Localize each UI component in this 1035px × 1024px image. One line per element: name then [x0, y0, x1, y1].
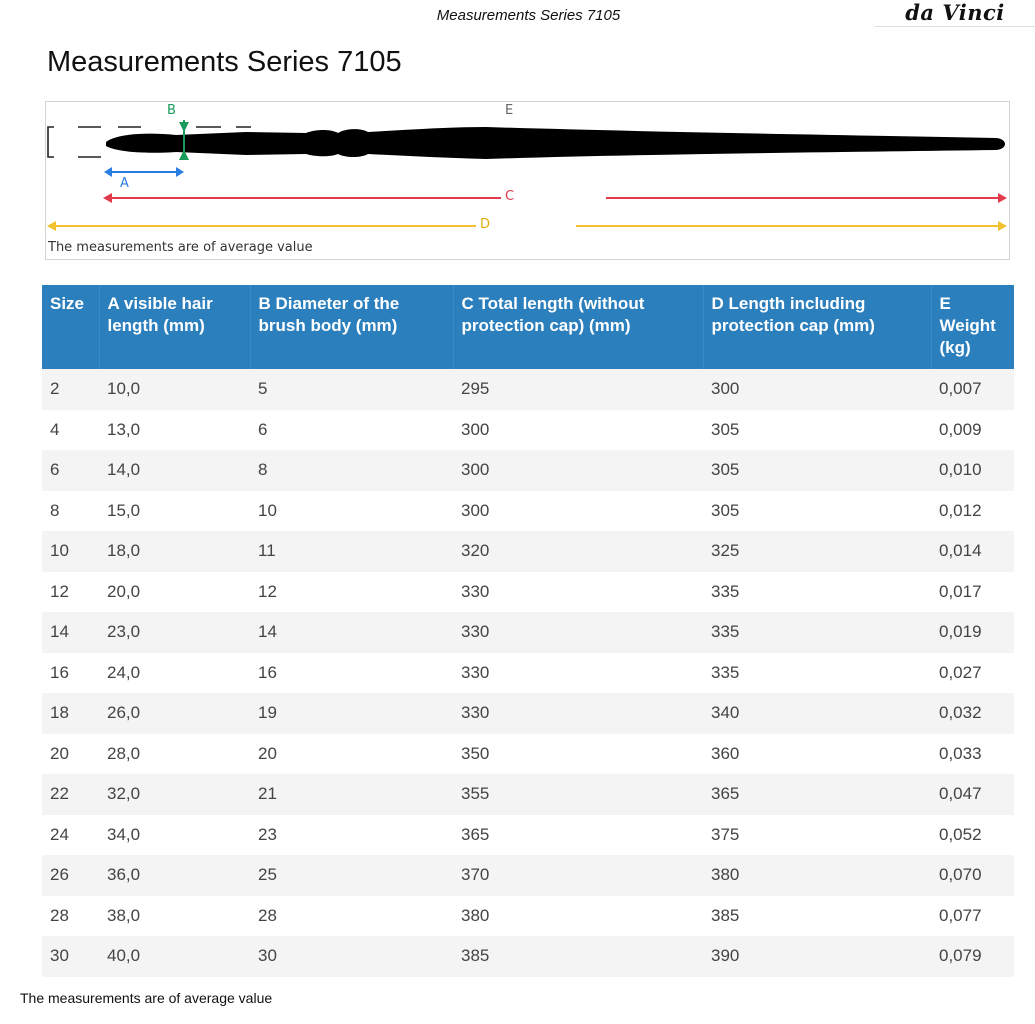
table-cell: 385	[703, 896, 931, 937]
table-cell: 0,012	[931, 491, 1014, 532]
c-arrow-right	[998, 193, 1007, 203]
table-cell: 380	[703, 855, 931, 896]
brush-measurement-diagram	[45, 101, 1010, 260]
table-cell: 0,027	[931, 653, 1014, 694]
table-cell: 380	[453, 896, 703, 937]
table-cell: 20,0	[99, 572, 250, 613]
table-cell: 28	[42, 896, 99, 937]
table-row	[42, 815, 1014, 856]
table-cell: 23	[250, 815, 453, 856]
table-row	[42, 896, 1014, 937]
table-cell: 330	[453, 693, 703, 734]
document-header-title: Measurements Series 7105	[436, 7, 621, 24]
table-cell: 16	[42, 653, 99, 694]
table-row	[42, 653, 1014, 694]
footer-note: The measurements are of average value	[20, 990, 273, 1006]
table-cell: 19	[250, 693, 453, 734]
davinci-logo: da Vinci	[875, 0, 1035, 27]
table-row	[42, 531, 1014, 572]
table-row	[42, 572, 1014, 613]
table-cell: 12	[250, 572, 453, 613]
table-cell: 4	[42, 410, 99, 451]
table-cell: 295	[453, 369, 703, 410]
table-cell: 0,047	[931, 774, 1014, 815]
c-arrow-left	[103, 193, 112, 203]
table-cell: 10,0	[99, 369, 250, 410]
table-cell: 0,009	[931, 410, 1014, 451]
table-cell: 370	[453, 855, 703, 896]
table-row	[42, 491, 1014, 532]
table-cell: 355	[453, 774, 703, 815]
table-cell: 10	[42, 531, 99, 572]
table-cell: 340	[703, 693, 931, 734]
table-cell: 6	[250, 410, 453, 451]
table-row	[42, 693, 1014, 734]
table-cell: 21	[250, 774, 453, 815]
table-cell: 300	[703, 369, 931, 410]
table-row	[42, 450, 1014, 491]
table-cell: 34,0	[99, 815, 250, 856]
label-d: D	[480, 217, 491, 232]
page-title: Measurements Series 7105	[47, 46, 402, 78]
label-b: B	[167, 103, 176, 118]
table-cell: 0,077	[931, 896, 1014, 937]
table-row	[42, 855, 1014, 896]
table-cell: 40,0	[99, 936, 250, 977]
table-cell: 0,052	[931, 815, 1014, 856]
table-cell: 22	[42, 774, 99, 815]
table-row	[42, 936, 1014, 977]
table-cell: 365	[453, 815, 703, 856]
table-cell: 330	[453, 612, 703, 653]
column-header: E Weight (kg)	[931, 285, 1014, 369]
table-cell: 18	[42, 693, 99, 734]
label-c: C	[505, 189, 515, 204]
table-cell: 300	[453, 410, 703, 451]
table-cell: 20	[250, 734, 453, 775]
table-cell: 14,0	[99, 450, 250, 491]
table-cell: 24	[42, 815, 99, 856]
table-cell: 335	[703, 612, 931, 653]
label-e: E	[505, 103, 514, 118]
d-arrow-right	[998, 221, 1007, 231]
table-cell: 305	[703, 491, 931, 532]
table-cell: 305	[703, 450, 931, 491]
table-cell: 360	[703, 734, 931, 775]
table-row	[42, 410, 1014, 451]
column-header: C Total length (without protection cap) (mm)	[453, 285, 703, 369]
table-cell: 30	[250, 936, 453, 977]
table-cell: 330	[453, 572, 703, 613]
table-cell: 14	[250, 612, 453, 653]
table-cell: 0,007	[931, 369, 1014, 410]
table-cell: 335	[703, 653, 931, 694]
table-cell: 24,0	[99, 653, 250, 694]
column-header: B Diameter of the brush body (mm)	[250, 285, 453, 369]
table-cell: 300	[453, 491, 703, 532]
table-cell: 30	[42, 936, 99, 977]
table-cell: 32,0	[99, 774, 250, 815]
table-cell: 0,079	[931, 936, 1014, 977]
table-cell: 385	[453, 936, 703, 977]
table-cell: 12	[42, 572, 99, 613]
table-cell: 0,032	[931, 693, 1014, 734]
table-cell: 0,017	[931, 572, 1014, 613]
table-cell: 10	[250, 491, 453, 532]
table-cell: 325	[703, 531, 931, 572]
table-cell: 5	[250, 369, 453, 410]
column-header: A visible hair length (mm)	[99, 285, 250, 369]
table-cell: 20	[42, 734, 99, 775]
table-cell: 14	[42, 612, 99, 653]
table-cell: 365	[703, 774, 931, 815]
table-body	[42, 369, 1014, 977]
table-row	[42, 774, 1014, 815]
b-arrow-top	[179, 122, 189, 132]
table-cell: 330	[453, 653, 703, 694]
table-cell: 300	[453, 450, 703, 491]
table-cell: 25	[250, 855, 453, 896]
table-cell: 350	[453, 734, 703, 775]
table-cell: 28,0	[99, 734, 250, 775]
table-header-row	[42, 285, 1014, 369]
brush-diagram-svg	[46, 102, 1009, 259]
table-cell: 0,033	[931, 734, 1014, 775]
column-header: Size	[42, 285, 99, 369]
table-cell: 16	[250, 653, 453, 694]
table-cell: 11	[250, 531, 453, 572]
measurements-table	[42, 285, 1014, 977]
a-arrow-left	[104, 167, 112, 177]
table-row	[42, 612, 1014, 653]
table-cell: 0,010	[931, 450, 1014, 491]
table-cell: 13,0	[99, 410, 250, 451]
table-cell: 6	[42, 450, 99, 491]
table-cell: 8	[250, 450, 453, 491]
table-cell: 2	[42, 369, 99, 410]
table-cell: 0,019	[931, 612, 1014, 653]
table-cell: 375	[703, 815, 931, 856]
table-row	[42, 369, 1014, 410]
table-cell: 28	[250, 896, 453, 937]
table-cell: 320	[453, 531, 703, 572]
column-header: D Length including protection cap (mm)	[703, 285, 931, 369]
table-cell: 0,014	[931, 531, 1014, 572]
table-cell: 8	[42, 491, 99, 532]
table-cell: 390	[703, 936, 931, 977]
table-cell: 18,0	[99, 531, 250, 572]
table-cell: 305	[703, 410, 931, 451]
table-cell: 15,0	[99, 491, 250, 532]
table-cell: 38,0	[99, 896, 250, 937]
table-row	[42, 734, 1014, 775]
table-cell: 335	[703, 572, 931, 613]
label-a: A	[120, 176, 129, 191]
table-cell: 26	[42, 855, 99, 896]
a-arrow-right	[176, 167, 184, 177]
table-cell: 23,0	[99, 612, 250, 653]
table-cell: 0,070	[931, 855, 1014, 896]
diagram-note: The measurements are of average value	[48, 240, 313, 255]
table-cell: 36,0	[99, 855, 250, 896]
brush-silhouette	[106, 127, 1005, 159]
table-cell: 26,0	[99, 693, 250, 734]
d-arrow-left	[47, 221, 56, 231]
